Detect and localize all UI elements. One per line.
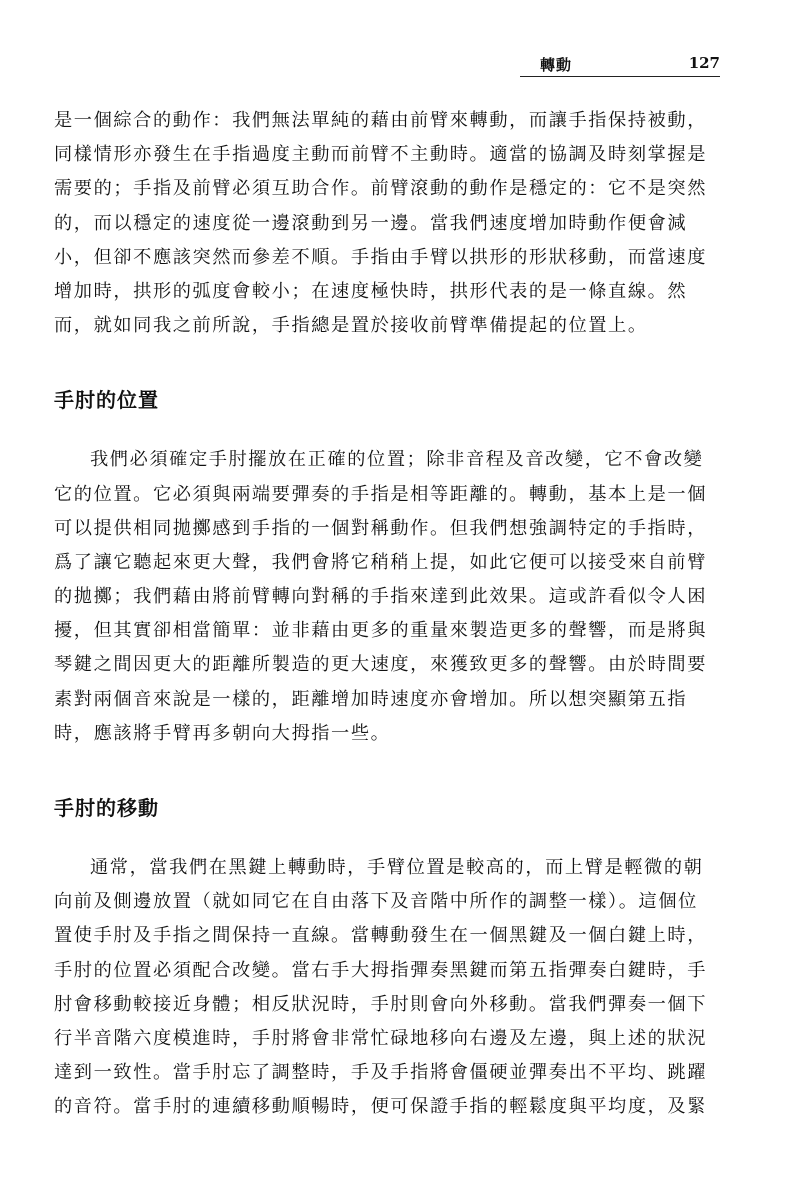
- running-header: [520, 54, 720, 77]
- section-heading-elbow-position: 手肘的位置: [54, 388, 159, 413]
- text-line: 增加時，拱形的弧度會較小；在速度極快時，拱形代表的是一條直線。然: [54, 280, 688, 302]
- paragraph-elbow-position: [54, 443, 724, 751]
- text-line: 琴鍵之間因更大的距離所製造的更大速度，來獲致更多的聲響。由於時間要: [54, 654, 707, 676]
- text-line: 的音符。當手肘的連續移動順暢時，便可保證手指的輕鬆度與平均度，及緊: [54, 1096, 707, 1118]
- text-line: 是一個綜合的動作：我們無法單純的藉由前臂來轉動，而讓手指保持被動，: [54, 110, 707, 131]
- running-title: 轉動: [540, 56, 573, 74]
- text-line: 肘會移動較接近身體；相反狀況時，手肘則會向外移動。當我們彈奏一個下: [54, 993, 707, 1015]
- text-line: 我們必須確定手肘擺放在正確的位置；除非音程及音改變，它不會改變: [90, 449, 704, 471]
- paragraph-elbow-movement: [54, 851, 724, 1125]
- page-body: [54, 104, 724, 1125]
- text-line: 可以提供相同拋擲感到手指的一個對稱動作。但我們想強調特定的手指時，: [54, 517, 707, 539]
- text-line: 小，但卻不應該突然而參差不順。手指由手臂以拱形的形狀移動，而當速度: [54, 246, 707, 268]
- text-line: 時，應該將手臂再多朝向大拇指一些。: [54, 722, 391, 744]
- text-line: 同樣情形亦發生在手指過度主動而前臂不主動時。適當的協調及時刻掌握是: [54, 144, 707, 166]
- text-line: 行半音階六度模進時，手肘將會非常忙碌地移向右邊及左邊，與上述的狀況: [54, 1027, 707, 1049]
- text-line: 的拋擲；我們藉由將前臂轉向對稱的手指來達到此效果。這或許看似令人困: [54, 586, 707, 608]
- text-line: 它的位置。它必須與兩端要彈奏的手指是相等距離的。轉動，基本上是一個: [54, 483, 707, 505]
- section-heading-elbow-movement: 手肘的移動: [54, 796, 159, 820]
- text-line: 擾，但其實卻相當簡單：並非藉由更多的重量來製造更多的聲響，而是將與: [54, 620, 707, 642]
- text-line: 而，就如同我之前所說，手指總是置於接收前臂準備提起的位置上。: [54, 315, 648, 337]
- paragraph-continuation: [54, 104, 724, 343]
- text-line: 素對兩個音來說是一樣的，距離增加時速度亦會增加。所以想突顯第五指: [54, 688, 688, 710]
- text-line: 手肘的位置必須配合改變。當右手大拇指彈奏黑鍵而第五指彈奏白鍵時，手: [54, 959, 707, 981]
- text-line: 置使手肘及手指之間保持一直線。當轉動發生在一個黑鍵及一個白鍵上時，: [54, 925, 707, 947]
- text-line: 向前及側邊放置（就如同它在自由落下及音階中所作的調整一樣）。這個位: [54, 891, 698, 913]
- text-line: 達到一致性。當手肘忘了調整時，手及手指將會僵硬並彈奏出不平均、跳躍: [54, 1062, 707, 1084]
- page-number: 127: [688, 54, 720, 72]
- text-line: 通常，當我們在黑鍵上轉動時，手臂位置是較高的，而上臂是輕微的朝: [90, 857, 704, 878]
- text-line: 需要的；手指及前臂必須互助合作。前臂滾動的動作是穩定的：它不是突然: [54, 178, 707, 200]
- text-line: 的，而以穩定的速度從一邊滾動到另一邊。當我們速度增加時動作便會減: [54, 212, 688, 234]
- text-line: 爲了讓它聽起來更大聲，我們會將它稍稍上提，如此它便可以接受來自前臂: [54, 551, 707, 573]
